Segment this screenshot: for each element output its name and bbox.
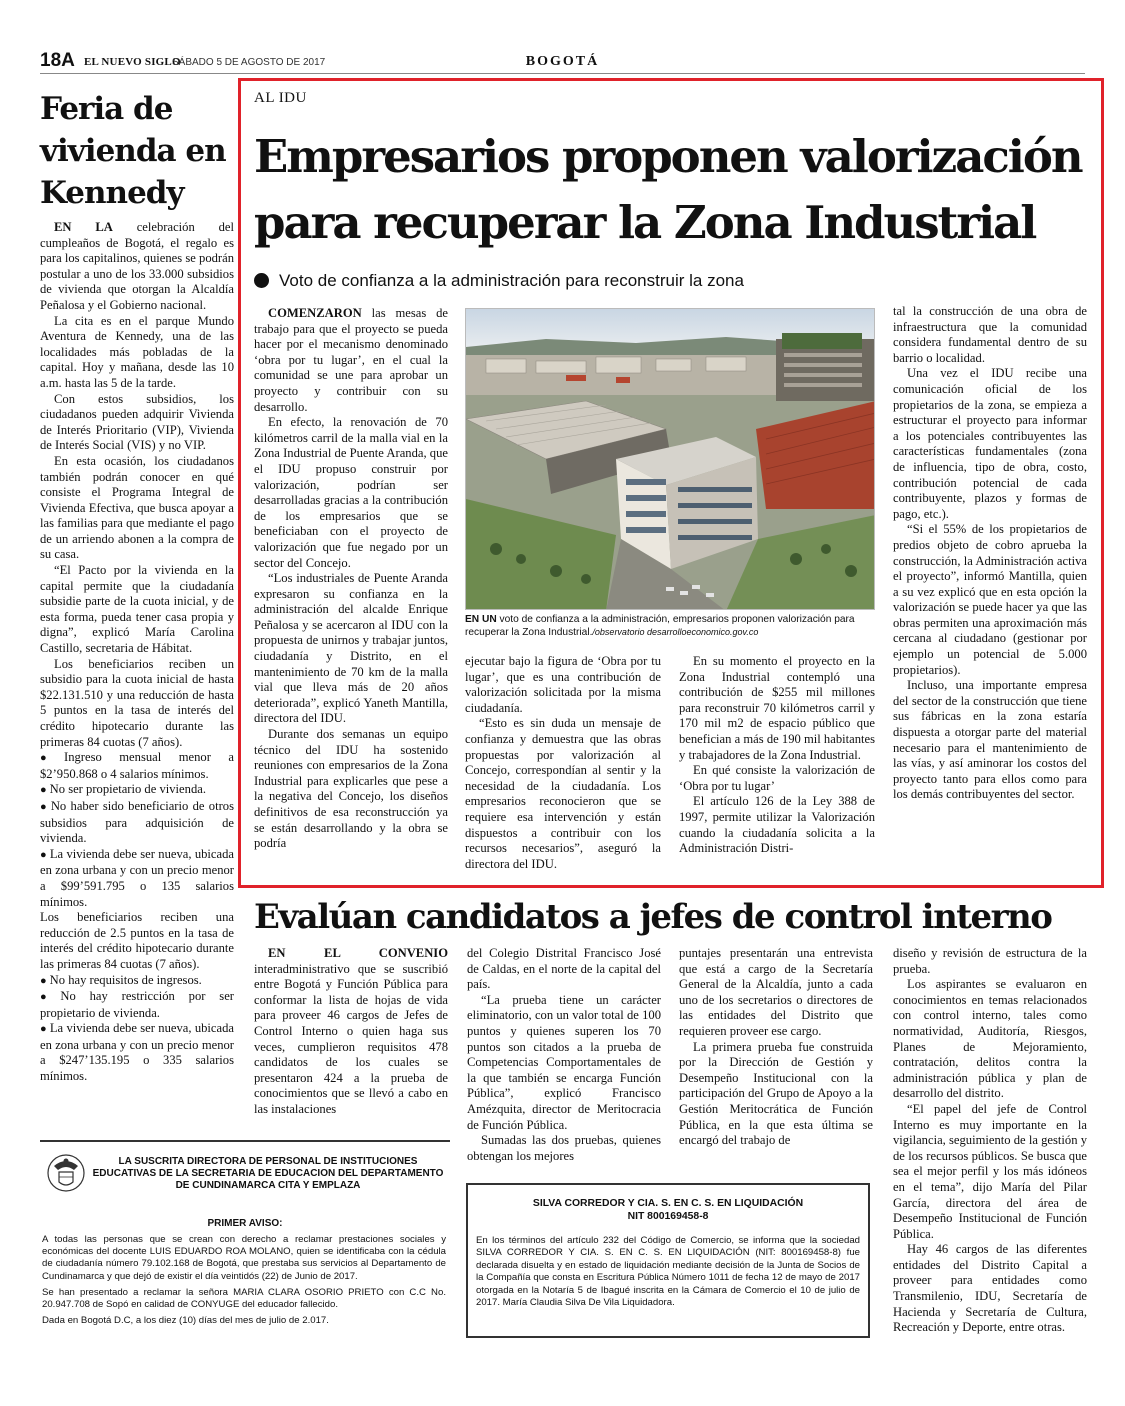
industrial-zone-photo bbox=[465, 308, 875, 610]
side-p2: La cita es en el parque Mundo Aventura de Kennedy, una de las localidades más pobladas de la capital. Hoy y mañana, desde las 10 a.m. hasta las 5 de la tarde. bbox=[40, 313, 234, 390]
photo-caption bbox=[465, 613, 875, 639]
side-bullet: ● Ingreso mensual menor a $2’950.868 o 4 salarios mínimos. bbox=[40, 750, 234, 782]
newspaper-name: EL NUEVO SIGLO bbox=[84, 56, 181, 68]
main-c4p3: “Si el 55% de los propietarios de predios objeto de cobro aprueba la construcción, la Administración activa el proyecto”, informó Mantilla, quien a su vez explicó que en esta opción la valorización se puede hacer ya que las obras permiten una aproximación más cercana al ciudadano (gestionar por ejemplo un potencial de 5.000 propietarios). bbox=[893, 522, 1087, 677]
bullet-icon bbox=[254, 273, 269, 288]
caption-lead: EN UN bbox=[465, 614, 497, 625]
second-c2p3: Sumadas las dos pruebas, quienes obtengan los mejores bbox=[467, 1133, 661, 1163]
notice1-body bbox=[42, 1234, 446, 1331]
main-c3p3: El artículo 126 de la Ley 388 de 1997, permite utilizar la Valorización cuando la ciudadanía solicita a la Administración Distri- bbox=[679, 794, 875, 856]
notice2-body: En los términos del artículo 232 del Código de Comercio, se informa que la sociedad SILVA CORREDOR Y CIA. S. EN C. S. EN LIQUIDACIÓN (NIT: 800169458-8) fue declarada disuelta y en estado de liquidación mediante decisión de la Junta de Socios de la Compañía que consta en Escritura Pública Número 1011 de fecha 12 de mayo de 2017 otorgada en la Notaría 5 de Ibagué inscrita en la Cámara de Comercio el 10 de julio de 2017. María Claudia Silva De Vila Liquidadora. bbox=[476, 1235, 860, 1309]
subheadline-text: Voto de confianza a la administración para reconstruir la zona bbox=[279, 271, 744, 290]
second-c4p3: “El papel del jefe de Control Interno es muy importante en la vigilancia, seguimiento de la gestión y de los recursos públicos. Se busca que sea el mejor perfil y los más idóneos en el tema”, dijo María del Pilar García, directora del área de Desempeño Institucional de Función Pública. bbox=[893, 1101, 1087, 1241]
side-p7: Los beneficiarios reciben una reducción de 2.5 puntos en la tasa de interés del crédito hipotecario durante las primeras 84 cuotas (7 años). bbox=[40, 910, 234, 971]
main-c2p2: “Esto es sin duda un mensaje de confianza y demuestra que las obras propuestas por valorización al Concejo, correspondían al sentir y la necesidad de la ciudadanía. Los empresarios reconocieron que se requiere esa intervención y están dispuestos a contribuir con los recursos necesarios”, aseguró la directora del IDU. bbox=[465, 716, 661, 871]
article-kicker: AL IDU bbox=[254, 90, 307, 106]
notice1-p2: Se han presentado a reclamar la señora MARIA CLARA OSORIO PRIETO con C.C No. 20.947.708 de Sopó en calidad de CONYUGE del educador fallecido. bbox=[42, 1286, 446, 1311]
side-bullet: ● No haber sido beneficiario de otros subsidios para adquisición de vivienda. bbox=[40, 799, 234, 847]
notice1-subheading: PRIMER AVISO: bbox=[207, 1218, 283, 1229]
photo-credit: /observatorio desarrolloeconomico.gov.co bbox=[592, 627, 759, 637]
notice2-title bbox=[476, 1197, 860, 1223]
second-c3p1: puntajes presentarán una entrevista que está a cargo de la Secretaría General de la Alcaldía, junto a cada uno de los secretarios o directores de las entidades del Distrito que requieren proveer ese cargo. bbox=[679, 946, 873, 1038]
side-bullet: ● La vivienda debe ser nueva, ubicada en zona urbana y con un precio menor a $99’591.795 o 135 salarios mínimos. bbox=[40, 847, 234, 910]
main-c4p1: tal la construcción de una obra de infraestructura que la comunidad considera fundamental dentro de su barrio o localidad. bbox=[893, 304, 1087, 365]
side-p1: celebración del cumpleaños de Bogotá, el regalo es para los capitalinos, quienes se podrán postular a uno de los 33.000 subsidios de vivienda que otorgan la Alcaldía Peñalosa y el Gobierno nacional. bbox=[40, 220, 234, 312]
second-headline: Evalúan candidatos a jefes de control interno bbox=[254, 897, 1052, 937]
coat-of-arms-icon bbox=[46, 1152, 86, 1194]
page-header bbox=[40, 48, 1085, 74]
legal-notice-liquidation bbox=[466, 1183, 870, 1338]
main-column-4 bbox=[893, 304, 1087, 876]
article-subheadline bbox=[254, 271, 744, 291]
side-p4: En esta ocasión, los ciudadanos también podrán conocer en qué consiste el Programa Integral de Vivienda Efectiva, que busca apoyar a las familias para que mediante el pago de un arriendo abonen a la compra de su casa. bbox=[40, 453, 234, 562]
main-column-1 bbox=[254, 306, 448, 876]
side-article-title: Feria de vivienda en Kennedy bbox=[40, 91, 226, 211]
notice2-title-nit: NIT 800169458-8 bbox=[627, 1211, 709, 1222]
second-c3p2: La primera prueba fue construida por la Dirección de Gestión y Desempeño Institucional con la participación del Grupo de Apoyo a la Gestión Meritocrática de Función Pública, en la que esta última se encargó del trabajo de bbox=[679, 1039, 873, 1148]
second-column-3 bbox=[679, 946, 873, 1176]
article-headline: Empresarios proponen valorización para recuperar la Zona Industrial bbox=[254, 130, 1082, 249]
main-c1p4: Durante dos semanas un equipo técnico del IDU ha sostenido reuniones con empresarios de la Zona Industrial para explicarles que pese a la negativa del Concejo, los diseños definitivos de esa reconstrucción ya se están desarrollando y la obra se podría bbox=[254, 727, 448, 851]
section-name: BOGOTÁ bbox=[525, 54, 600, 69]
notice1-heading: LA SUSCRITA DIRECTORA DE PERSONAL DE INSTITUCIONES EDUCATIVAS DE LA SECRETARIA DE EDUCACION DEL DEPARTAMENTO DE CUNDINAMARCA CITA Y EMPLAZA bbox=[92, 1156, 444, 1191]
legal-notice-education bbox=[40, 1140, 450, 1340]
second-column-1 bbox=[254, 946, 448, 1136]
second-c4p4: Hay 46 cargos de las diferentes entidades del Distrito Capital a proveer para entidades como Transmilenio, IDU, Secretaría de Hacienda y Secretaría de Cultura, Recreación y Deporte, entre otras. bbox=[893, 1242, 1087, 1335]
side-p6: Los beneficiarios reciben un subsidio para la cuota inicial de hasta $22.131.510 y una reducción de hasta 5 puntos en la tasa de interés del crédito hipotecario durante las primeras 84 cuotas (7 años). bbox=[40, 656, 234, 749]
main-c4p2: Una vez el IDU recibe una comunicación oficial de los propietarios de la zona, se empieza a estructurar el proyecto para informar a los potenciales contribuyentes las características fundamentales (zona de influencia, tipo de obra, costo, contribución potencial de cada contribuyente, plazos y formas de pago, etc.). bbox=[893, 366, 1087, 521]
main-column-2 bbox=[465, 654, 661, 876]
main-c4p4: Incluso, una importante empresa del sector de la construcción que tiene sus fábricas en la zona estaría dispuesta a otorgar parte del material necesario para el mantenimiento de las vías, y así aminorar los costos del proyecto tanto para ellos como para los demás contribuyentes del sector. bbox=[893, 678, 1087, 802]
aerial-photo-illustration bbox=[466, 309, 875, 610]
notice2-title-company: SILVA CORREDOR Y CIA. S. EN C. S. EN LIQUIDACIÓN bbox=[532, 1198, 804, 1209]
notice1-p3: Dada en Bogotá D.C, a los diez (10) días del mes de julio de 2.017. bbox=[42, 1315, 329, 1327]
second-c1: interadministrativo que se suscribió entre Bogotá y Función Pública para conformar la lista de hojas de vida para proveer 46 cargos de Jefes de Control Interno o quien haga sus veces, cumplieron requisitos 478 candidatos de los cuales se presentaron 424 a la prueba de conocimientos que se llevó a cabo en las instalaciones bbox=[254, 961, 448, 1116]
main-c1p2: En efecto, la renovación de 70 kilómetros carril de la malla vial en la Zona Industrial de Puente Aranda, que el IDU propuso construir por valorización, podrían ser desarrolladas gracias a la contribución de los empresarios que se beneficiaban con el proyecto de valorización que fue negado por un sector del Concejo. bbox=[254, 415, 448, 570]
second-c4p2: Los aspirantes se evaluaron en conocimientos en temas relacionados con control interno, tales como normatividad, Auditoría, Riesgos, Planes de Mejoramiento, contratación, delitos contra la administración pública y plan de desarrollo del distrito. bbox=[893, 977, 1087, 1101]
caption-text: voto de confianza a la administración, empresarios proponen valorización para recuperar la Zona Industrial. bbox=[465, 614, 855, 638]
side-p5: “El Pacto por la vivienda en la capital permite que la ciudadanía subsidie parte de la cuota inicial, y de esta forma, pueda tener casa propia y digna”, explicó María Carolina Castillo, secretaria de Hábitat. bbox=[40, 563, 234, 656]
second-column-4 bbox=[893, 946, 1087, 1346]
main-c2p1: ejecutar bajo la figura de ‘Obra por tu lugar’, que es una contribución de valorización solicitada por la misma ciudadanía. bbox=[465, 654, 661, 715]
side-article-body bbox=[40, 220, 234, 1130]
side-bullet: ● La vivienda debe ser nueva, ubicada en zona urbana y con un precio menor a $247’135.195 o 335 salarios mínimos. bbox=[40, 1021, 234, 1084]
side-bullet: ● No ser propietario de vivienda. bbox=[40, 782, 234, 799]
issue-date: SÁBADO 5 DE AGOSTO DE 2017 bbox=[172, 57, 326, 68]
main-c1p1: las mesas de trabajo para que el proyecto se pueda hacer por el mecanismo denominado ‘obra por tu lugar’, en el cual la comunidad se une para aprobar un proyecto y contribuir con su desarrollo. bbox=[254, 306, 448, 414]
side-bullet: ● No hay requisitos de ingresos. bbox=[40, 973, 234, 990]
side-bullet: ● No hay restricción por ser propietario de vivienda. bbox=[40, 989, 234, 1021]
second-c4p1: diseño y revisión de estructura de la prueba. bbox=[893, 946, 1087, 976]
second-c2p1: del Colegio Distrital Francisco José de Caldas, en el norte de la capital del país. bbox=[467, 946, 661, 992]
main-column-3 bbox=[679, 654, 875, 876]
second-c2p2: “La prueba tiene un carácter eliminatorio, con un valor total de 100 puntos y quienes superen los 70 puntos son citados a la prueba de Competencias Comportamentales de la que también se encarga Función Pública”, explicó Francisco Amézquita, director de Meritocracia de Función Pública. bbox=[467, 992, 661, 1132]
main-lead: COMENZARON bbox=[268, 306, 362, 320]
main-c3p2: En qué consiste la valorización de ‘Obra por tu lugar’ bbox=[679, 763, 875, 793]
page-number: 18A bbox=[40, 50, 75, 71]
side-lead: EN LA bbox=[54, 220, 113, 234]
second-lead: EN EL CONVENIO bbox=[268, 946, 448, 960]
main-c3p1: En su momento el proyecto en la Zona Industrial contempló una contribución de $255 mil millones para reconstruir 70 kilómetros carril y 170 mil m2 de espacio público que benefician a más de 190 mil habitantes y trabajadores de la Zona Industrial. bbox=[679, 654, 875, 762]
side-p3: Con estos subsidios, los ciudadanos pueden adquirir Vivienda de Interés Prioritario (VIP), Vivienda de Interés Social (VIS) y no VIP. bbox=[40, 391, 234, 453]
second-column-2 bbox=[467, 946, 661, 1176]
notice1-p1: A todas las personas que se crean con derecho a reclamar prestaciones sociales y económicas del docente LUIS EDUARDO ROA MOLANO, quien se identificaba con la cédula de ciudadanía número 79.102.168 de Bogotá, que prestaba sus servicios al Departamento de Cundinamarca y que dejó de existir el día veintidós (22) de Junio de 2017. bbox=[42, 1234, 446, 1282]
main-c1p3: “Los industriales de Puente Aranda expresaron su confianza en la administración del alcalde Enrique Peñalosa y se acercaron al IDU con la propuesta de unirnos y trabajar juntos, ciudadanía y Distrito, en el mantenimiento de 70 km de la malla vial que lleva más de 20 años deteriorada”, explicó Yaneth Mantilla, directora del IDU. bbox=[254, 571, 448, 726]
